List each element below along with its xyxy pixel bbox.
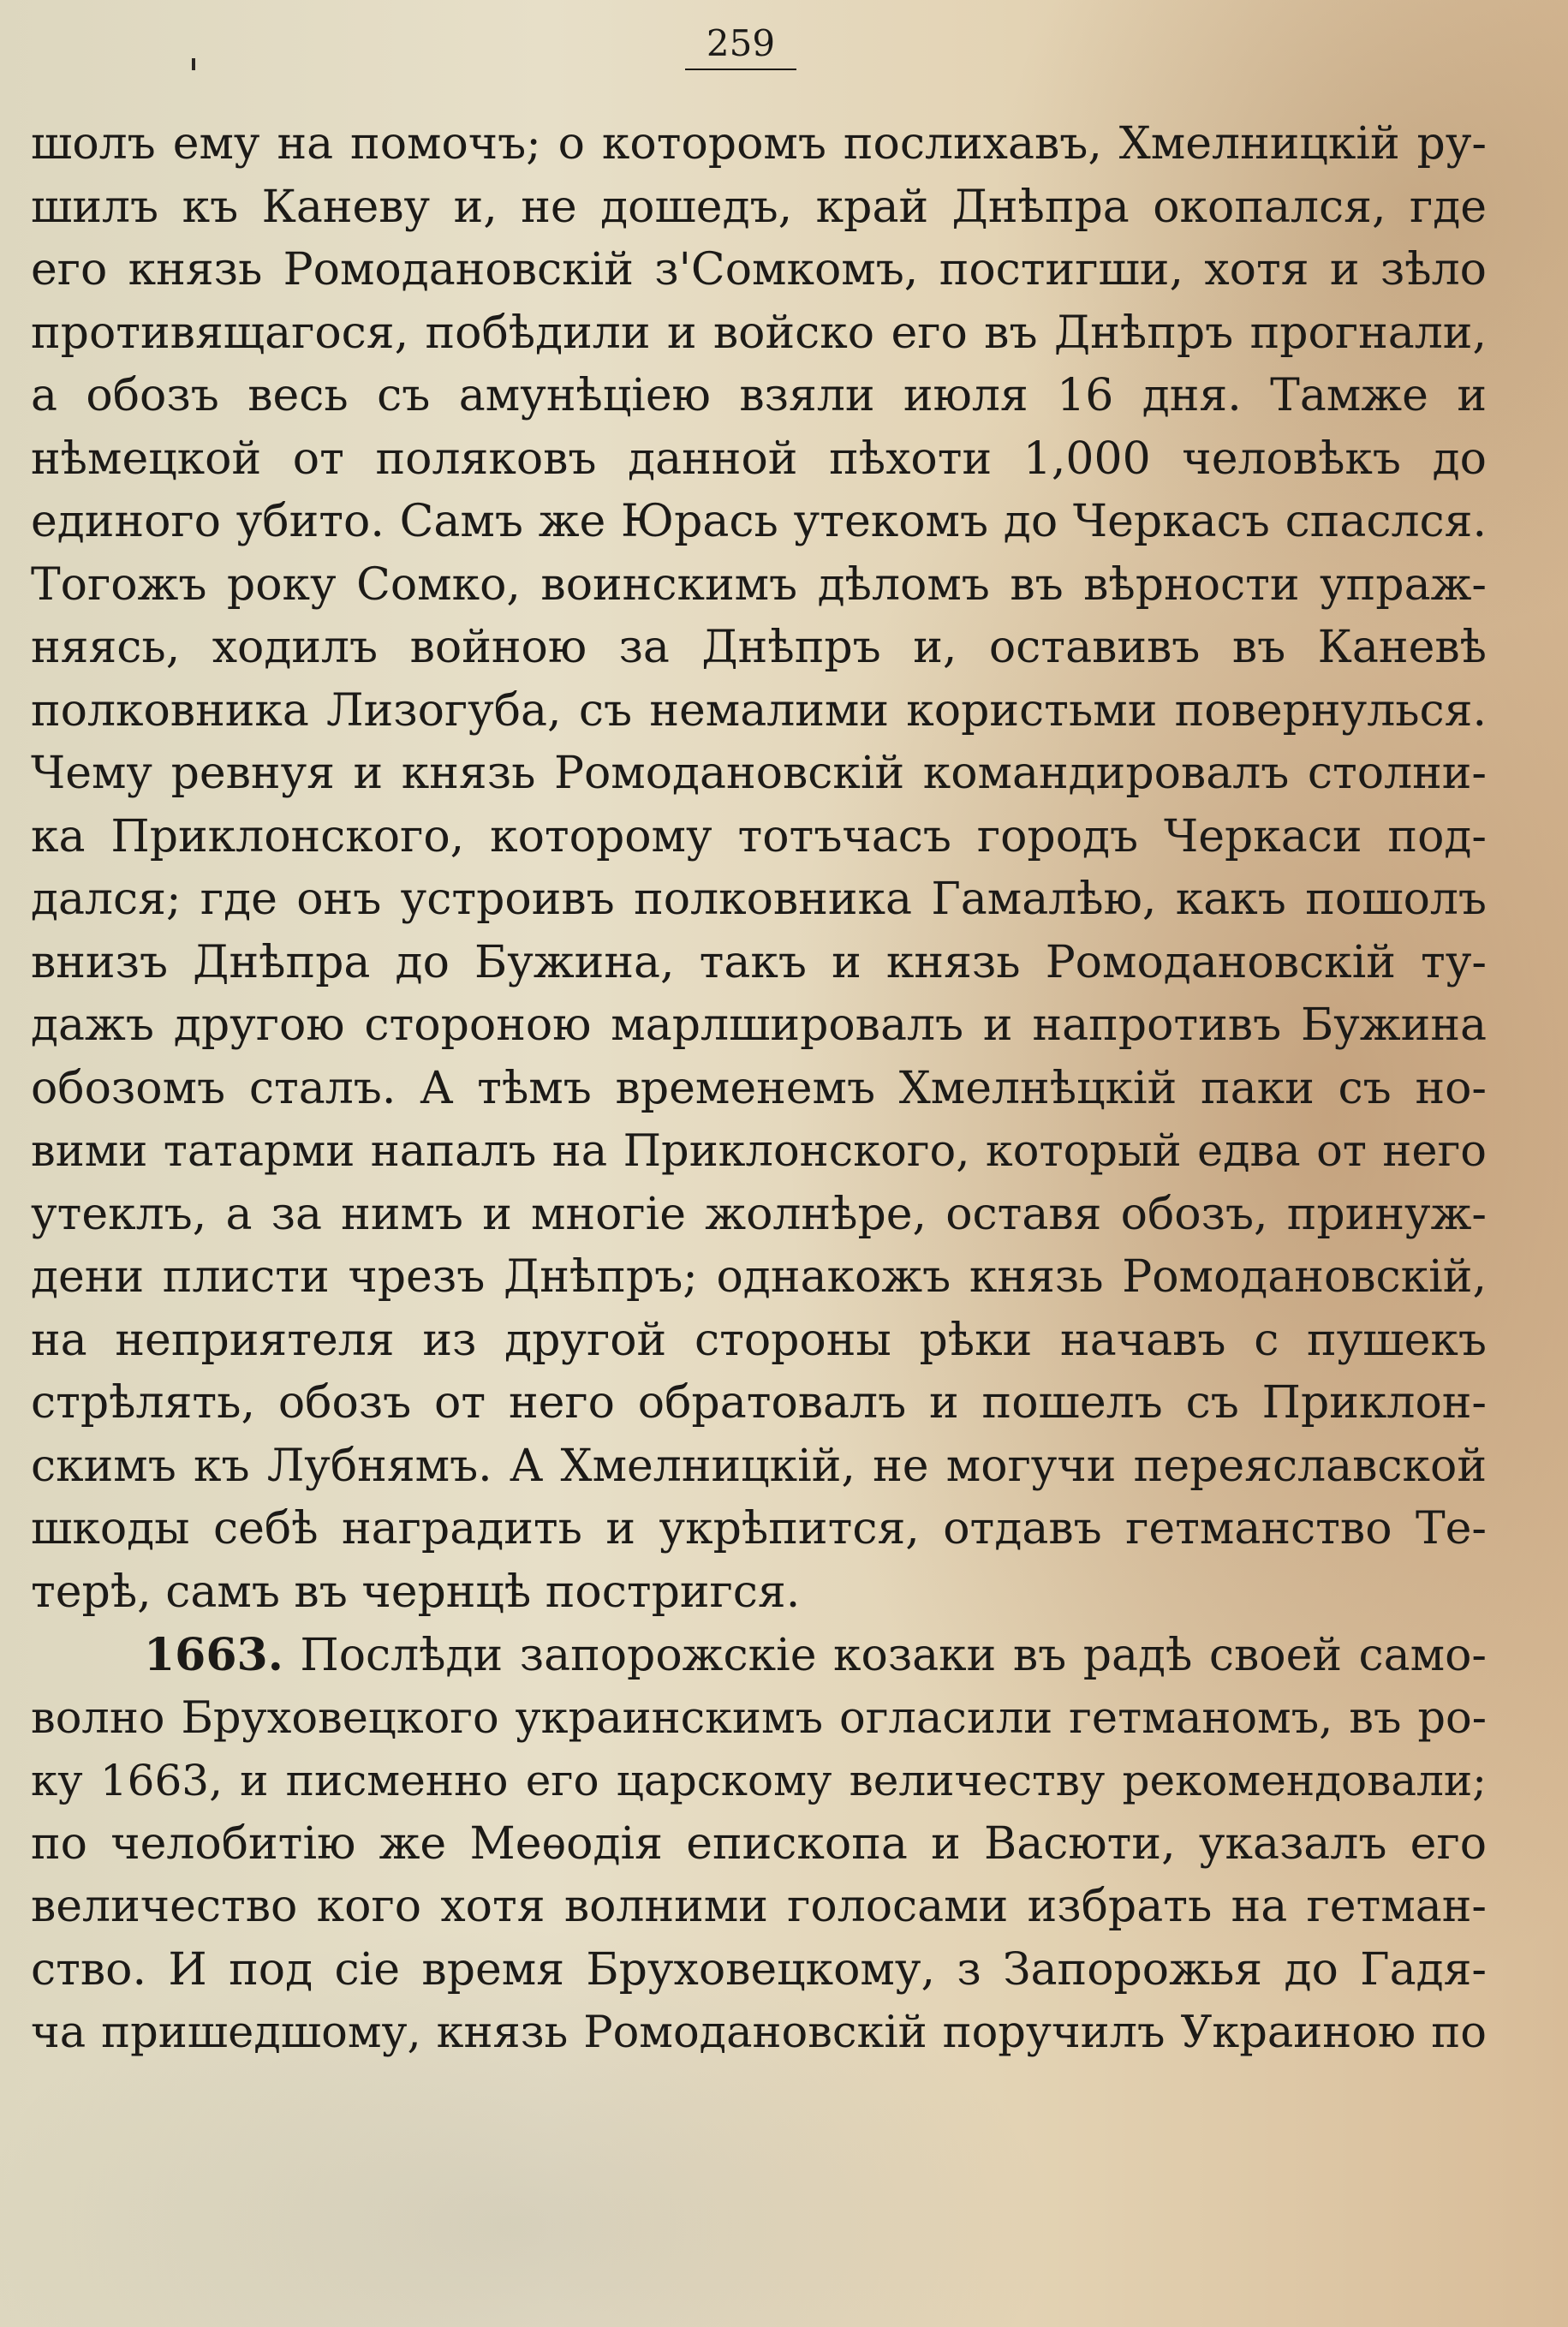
ink-mark	[192, 58, 195, 70]
text-line: величество кого хотя волними голосами избрать на гетман-	[31, 1881, 1487, 1932]
text-line: нѣмецкой от поляковъ данной пѣхоти 1,000 человѣкъ до	[31, 433, 1487, 485]
paragraph-1	[31, 113, 1487, 1624]
paragraph-2	[31, 1624, 1487, 2065]
text-line: Чему ревнуя и князь Ромодановскій командировалъ столни-	[31, 748, 1487, 799]
text-line: противящагося, побѣдили и войско его въ Днѣпръ прогнали,	[31, 307, 1487, 359]
text-line: а обозъ весь съ амунѣціею взяли июля 16 дня. Тамже и	[31, 370, 1487, 421]
text-line: дажъ другою стороною марлшировалъ и напротивъ Бужина	[31, 999, 1487, 1051]
text-line: обозомъ сталъ. А тѣмъ временемъ Хмелнѣцкій паки съ но-	[31, 1062, 1487, 1114]
text-line: ку 1663, и писменно его царскому величеству рекомендовали;	[31, 1756, 1487, 1805]
text-line: дени плисти чрезъ Днѣпръ; однакожъ князь Ромодановскій,	[31, 1251, 1487, 1303]
text-line: шилъ къ Каневу и, не дошедъ, край Днѣпра окопался, где	[31, 181, 1487, 233]
text-line-first	[31, 1624, 1487, 1687]
text-line: Тогожъ року Сомко, воинскимъ дѣломъ въ вѣрности упраж-	[31, 558, 1487, 611]
text-line: полковника Лизогуба, съ немалими користьми повернулься.	[31, 684, 1487, 737]
text-line: терѣ, самъ въ чернцѣ постригся.	[31, 1566, 801, 1618]
text-run: Послѣди запорожскіе козаки въ радѣ своей само-	[283, 1630, 1487, 1681]
text-line: его князь Ромодановскій з'Сомкомъ, постигши, хотя и зѣло	[31, 244, 1487, 295]
year-heading: 1663.	[144, 1629, 283, 1681]
text-line: дался; где онъ устроивъ полковника Гамалѣю, какъ пошолъ	[31, 874, 1487, 925]
text-line: волно Бруховецкого украинскимъ огласили гетманомъ, въ ро-	[31, 1692, 1487, 1744]
text-line: по челобитію же Меѳодія епископа и Васюти, указалъ его	[31, 1817, 1487, 1870]
text-line: няясь, ходилъ войною за Днѣпръ и, оставивъ въ Каневѣ	[31, 622, 1487, 673]
text-line: стрѣлять, обозъ от него обратовалъ и пошелъ съ Приклон-	[31, 1377, 1487, 1429]
text-line: вими татарми напалъ на Приклонского, который едва от него	[31, 1126, 1487, 1177]
text-line: ство. И под сіе время Бруховецкому, з Запорожья до Гадя-	[31, 1943, 1487, 1996]
text-line: шолъ ему на помочъ; о которомъ послихавъ, Хмелницкій ру-	[31, 118, 1487, 170]
text-line: шкоды себѣ наградить и укрѣпится, отдавъ гетманство Те-	[31, 1503, 1487, 1554]
text-line: скимъ къ Лубнямъ. А Хмелницкій, не могучи переяславской	[31, 1440, 1487, 1492]
text-line: на неприятеля из другой стороны рѣки начавъ с пушекъ	[31, 1314, 1487, 1366]
text-line: единого убито. Самъ же Юрась утекомъ до Черкасъ спаслся.	[31, 496, 1487, 547]
text-line: утеклъ, а за нимъ и многіе жолнѣре, оставя обозъ, принуж-	[31, 1188, 1487, 1240]
text-line: ча пришедшому, князь Ромодановскій поручилъ Украиною по	[31, 2008, 1487, 2058]
body-text	[31, 113, 1487, 2065]
page-number: 259	[685, 22, 796, 70]
text-line: ка Приклонского, которому тотъчасъ городъ Черкаси под-	[31, 810, 1487, 862]
text-line: внизъ Днѣпра до Бужина, такъ и князь Ромодановскій ту-	[31, 936, 1487, 988]
